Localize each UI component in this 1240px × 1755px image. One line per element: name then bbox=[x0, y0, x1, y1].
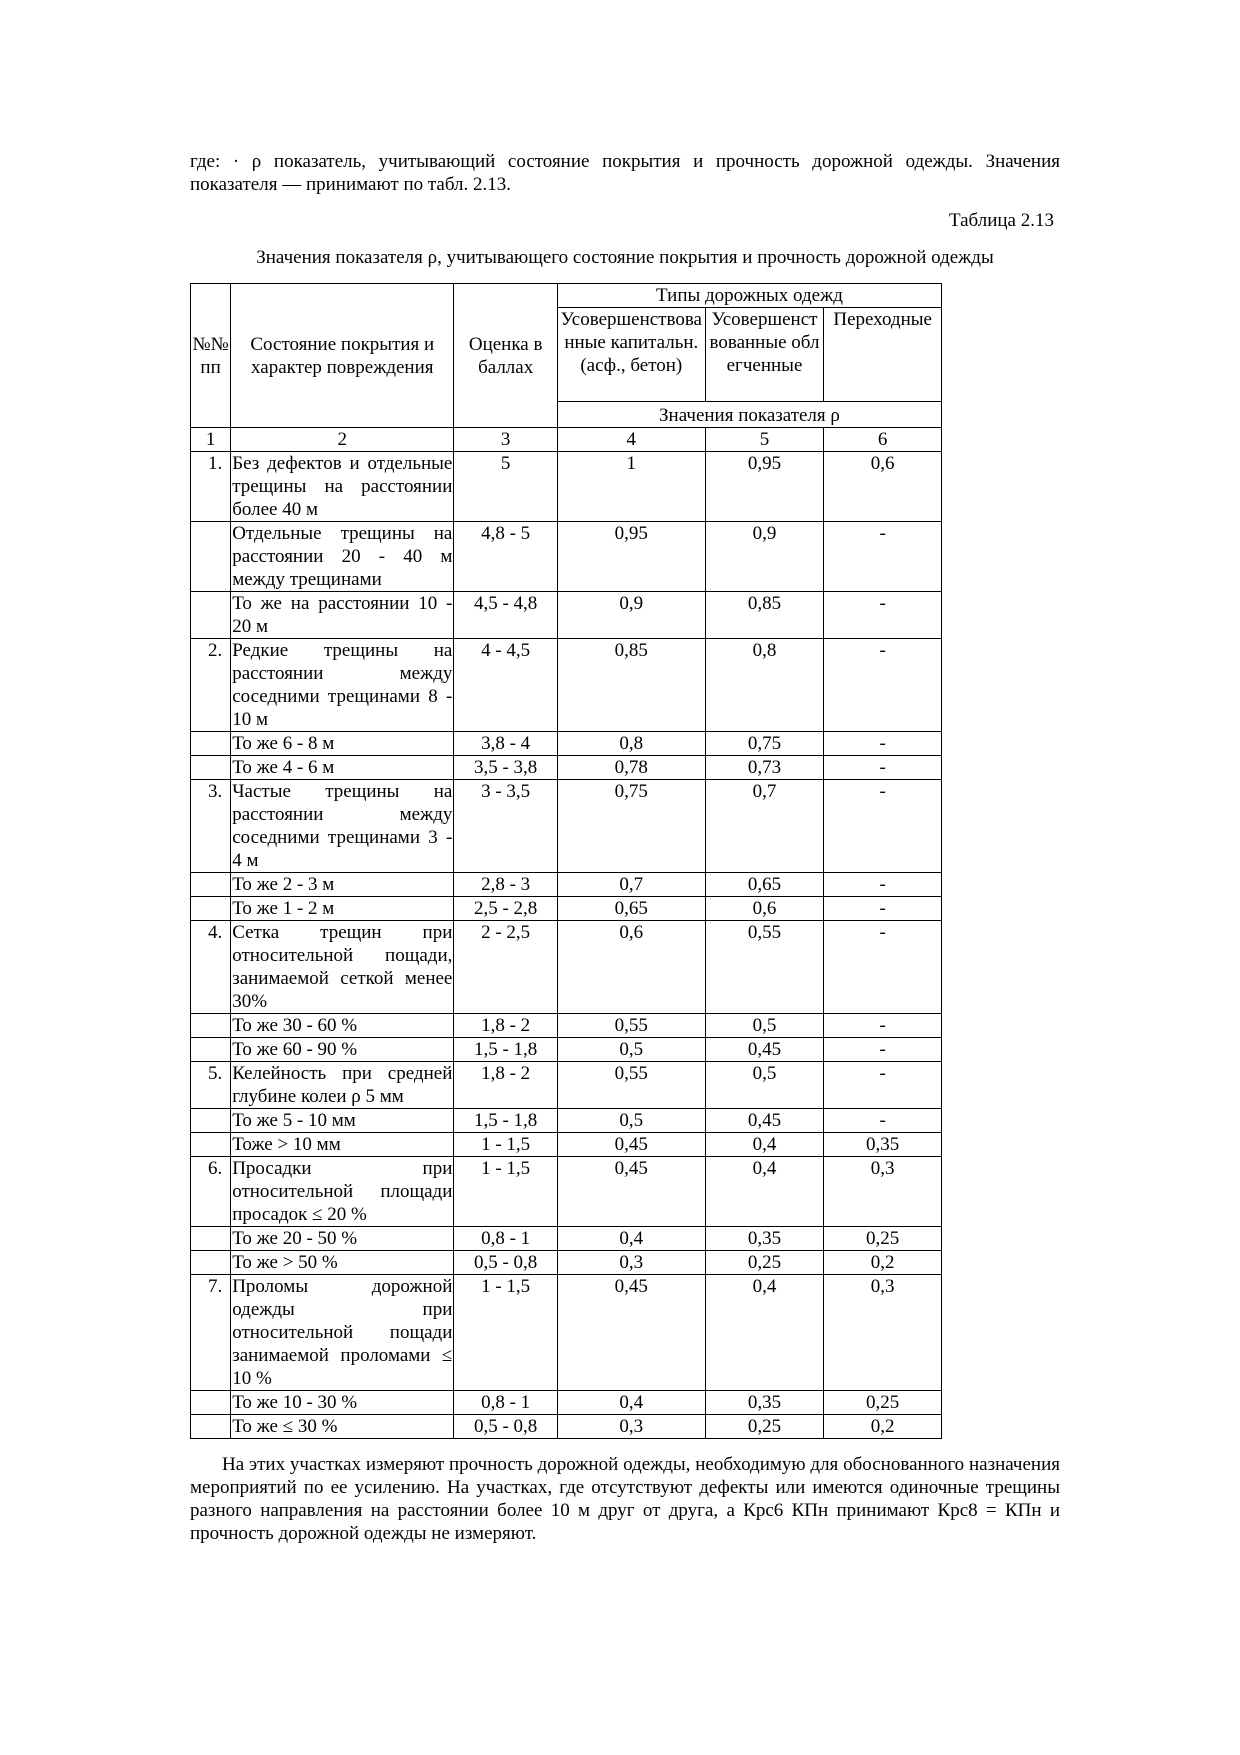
row-number bbox=[191, 732, 231, 756]
row-number bbox=[191, 1227, 231, 1251]
row-value-transitional: 0,2 bbox=[824, 1251, 942, 1275]
row-condition: То же 2 - 3 м bbox=[231, 873, 454, 897]
row-condition: Частые трещины на расстоянии между соседними трещинами 3 - 4 м bbox=[232, 781, 453, 871]
row-value-capital: 0,6 bbox=[557, 921, 705, 1014]
header-col-transitional: Переходные bbox=[824, 308, 942, 402]
header-col-condition: Состояние покрытия и характер повреждения bbox=[231, 284, 454, 428]
row-score: 1,5 - 1,8 bbox=[454, 1109, 558, 1133]
row-value-light: 0,75 bbox=[705, 732, 824, 756]
row-value-transitional: - bbox=[824, 522, 942, 592]
row-condition: Без дефектов и отдельные трещины на расстоянии более 40 м bbox=[232, 453, 453, 520]
row-value-light: 0,35 bbox=[705, 1391, 824, 1415]
row-value-transitional: 0,3 bbox=[824, 1157, 942, 1227]
row-condition: То же 10 - 30 % bbox=[231, 1391, 454, 1415]
row-number: 3. bbox=[191, 780, 231, 873]
header-col-capital: Усовершенствованные капитальн. (асф., бетон) bbox=[557, 308, 705, 402]
table-header bbox=[191, 284, 942, 452]
table-row bbox=[191, 1157, 942, 1227]
row-value-capital: 0,45 bbox=[557, 1133, 705, 1157]
row-value-light: 0,73 bbox=[705, 756, 824, 780]
row-score: 2,8 - 3 bbox=[454, 873, 558, 897]
row-condition: Келейность при средней глубине колеи ρ 5 мм bbox=[232, 1063, 453, 1107]
row-value-transitional: - bbox=[824, 732, 942, 756]
row-value-light: 0,4 bbox=[705, 1157, 824, 1227]
table-row bbox=[191, 639, 942, 732]
row-value-capital: 0,5 bbox=[557, 1038, 705, 1062]
table-row bbox=[191, 1415, 942, 1439]
header-number-row bbox=[191, 428, 942, 452]
row-value-transitional: - bbox=[824, 921, 942, 1014]
row-value-light: 0,35 bbox=[705, 1227, 824, 1251]
row-score: 0,8 - 1 bbox=[454, 1227, 558, 1251]
row-value-transitional: 0,25 bbox=[824, 1391, 942, 1415]
table-row bbox=[191, 1227, 942, 1251]
row-number bbox=[191, 897, 231, 921]
row-number bbox=[191, 756, 231, 780]
table-row bbox=[191, 1038, 942, 1062]
row-score: 0,5 - 0,8 bbox=[454, 1251, 558, 1275]
row-value-capital: 0,7 bbox=[557, 873, 705, 897]
row-score: 0,8 - 1 bbox=[454, 1391, 558, 1415]
table-row bbox=[191, 921, 942, 1014]
row-value-transitional: - bbox=[824, 1038, 942, 1062]
row-value-transitional: - bbox=[824, 592, 942, 639]
row-value-capital: 0,45 bbox=[557, 1275, 705, 1391]
row-value-capital: 0,55 bbox=[557, 1062, 705, 1109]
table-row bbox=[191, 756, 942, 780]
row-score: 4,5 - 4,8 bbox=[454, 592, 558, 639]
row-score: 0,5 - 0,8 bbox=[454, 1415, 558, 1439]
row-value-capital: 0,8 bbox=[557, 732, 705, 756]
row-score: 5 bbox=[454, 452, 558, 522]
row-condition: То же 20 - 50 % bbox=[231, 1227, 454, 1251]
row-number bbox=[191, 522, 231, 592]
row-value-transitional: 0,35 bbox=[824, 1133, 942, 1157]
table-row bbox=[191, 452, 942, 522]
row-value-transitional: - bbox=[824, 1062, 942, 1109]
header-col-score: Оценка в баллах bbox=[454, 284, 558, 428]
row-value-capital: 0,75 bbox=[557, 780, 705, 873]
row-number: 7. bbox=[191, 1275, 231, 1391]
row-condition: То же 60 - 90 % bbox=[231, 1038, 454, 1062]
row-value-transitional: 0,3 bbox=[824, 1275, 942, 1391]
row-value-light: 0,85 bbox=[705, 592, 824, 639]
row-value-light: 0,45 bbox=[705, 1038, 824, 1062]
row-value-capital: 0,3 bbox=[557, 1251, 705, 1275]
row-value-transitional: - bbox=[824, 897, 942, 921]
row-condition: То же 6 - 8 м bbox=[231, 732, 454, 756]
row-number: 6. bbox=[191, 1157, 231, 1227]
row-condition: То же 1 - 2 м bbox=[231, 897, 454, 921]
row-value-capital: 1 bbox=[557, 452, 705, 522]
row-score: 3,8 - 4 bbox=[454, 732, 558, 756]
row-condition: Редкие трещины на расстоянии между соседними трещинами 8 - 10 м bbox=[232, 640, 453, 730]
row-condition: То же 30 - 60 % bbox=[231, 1014, 454, 1038]
row-condition: Отдельные трещины на расстоянии 20 - 40 м между трещинами bbox=[232, 523, 453, 590]
row-value-capital: 0,65 bbox=[557, 897, 705, 921]
row-condition: То же ≤ 30 % bbox=[231, 1415, 454, 1439]
row-number bbox=[191, 1038, 231, 1062]
column-number-cell: 6 bbox=[824, 428, 942, 452]
row-value-transitional: 0,2 bbox=[824, 1415, 942, 1439]
row-value-light: 0,25 bbox=[705, 1251, 824, 1275]
row-value-transitional: - bbox=[824, 1109, 942, 1133]
row-condition: То же > 50 % bbox=[231, 1251, 454, 1275]
row-value-capital: 0,45 bbox=[557, 1157, 705, 1227]
row-value-light: 0,4 bbox=[705, 1133, 824, 1157]
header-col-number: №№ пп bbox=[191, 284, 231, 428]
row-score: 1 - 1,5 bbox=[454, 1133, 558, 1157]
row-number bbox=[191, 873, 231, 897]
row-condition: То же 5 - 10 мм bbox=[231, 1109, 454, 1133]
row-number bbox=[191, 1109, 231, 1133]
row-value-light: 0,25 bbox=[705, 1415, 824, 1439]
row-value-light: 0,5 bbox=[705, 1062, 824, 1109]
row-condition: Просадки при относительной площади просадок ≤ 20 % bbox=[232, 1158, 453, 1225]
row-number bbox=[191, 1415, 231, 1439]
row-score: 4 - 4,5 bbox=[454, 639, 558, 732]
row-value-transitional: - bbox=[824, 756, 942, 780]
column-number-cell: 3 bbox=[454, 428, 558, 452]
row-value-capital: 0,5 bbox=[557, 1109, 705, 1133]
row-score: 2 - 2,5 bbox=[454, 921, 558, 1014]
row-score: 1,8 - 2 bbox=[454, 1062, 558, 1109]
row-value-light: 0,95 bbox=[705, 452, 824, 522]
table-row bbox=[191, 1251, 942, 1275]
row-number bbox=[191, 592, 231, 639]
row-condition: Сетка трещин при относительной пощади, занимаемой сеткой менее 30% bbox=[232, 922, 453, 1012]
table-row bbox=[191, 897, 942, 921]
table-row bbox=[191, 1014, 942, 1038]
row-score: 4,8 - 5 bbox=[454, 522, 558, 592]
row-value-transitional: - bbox=[824, 780, 942, 873]
row-score: 3 - 3,5 bbox=[454, 780, 558, 873]
intro-text: где: · ρ показатель, учитывающий состояние покрытия и прочность дорожной одежды. Значения показателя — принимают по табл. 2.13. bbox=[190, 151, 1060, 195]
intro-paragraph bbox=[190, 150, 1060, 196]
table-row bbox=[191, 522, 942, 592]
row-value-light: 0,45 bbox=[705, 1109, 824, 1133]
row-value-transitional: - bbox=[824, 1014, 942, 1038]
row-score: 2,5 - 2,8 bbox=[454, 897, 558, 921]
table-row bbox=[191, 1133, 942, 1157]
row-condition: Тоже > 10 мм bbox=[231, 1133, 454, 1157]
header-group-types: Типы дорожных одежд bbox=[557, 284, 941, 308]
document-page bbox=[190, 150, 1060, 1545]
table-title: Значения показателя ρ, учитывающего состояние покрытия и прочность дорожной одежды bbox=[256, 247, 994, 268]
row-value-capital: 0,55 bbox=[557, 1014, 705, 1038]
row-value-capital: 0,4 bbox=[557, 1227, 705, 1251]
row-score: 1,5 - 1,8 bbox=[454, 1038, 558, 1062]
outro-paragraph: На этих участках измеряют прочность дорожной одежды, необходимую для обоснованного назначения мероприятий по ее усилению. На участках, где отсутствуют дефекты или имеются одиночные трещины разного направления на расстоянии более 10 м друг от друга, а Крс6 КПн принимают Крс8 = КПн и прочность дорожной одежды не измеряют. bbox=[190, 1454, 1060, 1544]
row-value-light: 0,9 bbox=[705, 522, 824, 592]
table-row bbox=[191, 1109, 942, 1133]
row-value-capital: 0,4 bbox=[557, 1391, 705, 1415]
table-row bbox=[191, 1062, 942, 1109]
table-row bbox=[191, 873, 942, 897]
header-values-label: Значения показателя ρ bbox=[557, 402, 941, 428]
table-row bbox=[191, 732, 942, 756]
row-condition: Проломы дорожной одежды при относительной пощади занимаемой проломами ≤ 10 % bbox=[232, 1276, 453, 1389]
header-col-light: Усовершенствованные облегченные bbox=[705, 308, 824, 402]
row-score: 1 - 1,5 bbox=[454, 1275, 558, 1391]
row-value-transitional: 0,25 bbox=[824, 1227, 942, 1251]
row-score: 1 - 1,5 bbox=[454, 1157, 558, 1227]
column-number-cell: 4 bbox=[557, 428, 705, 452]
row-number bbox=[191, 1251, 231, 1275]
row-number: 4. bbox=[191, 921, 231, 1014]
row-number bbox=[191, 1133, 231, 1157]
table-row bbox=[191, 780, 942, 873]
row-value-transitional: - bbox=[824, 873, 942, 897]
row-number bbox=[191, 1014, 231, 1038]
row-value-light: 0,4 bbox=[705, 1275, 824, 1391]
table-row bbox=[191, 592, 942, 639]
row-value-light: 0,5 bbox=[705, 1014, 824, 1038]
row-value-capital: 0,85 bbox=[557, 639, 705, 732]
column-number-cell: 2 bbox=[231, 428, 454, 452]
row-value-capital: 0,9 bbox=[557, 592, 705, 639]
table-row bbox=[191, 1275, 942, 1391]
row-value-light: 0,65 bbox=[705, 873, 824, 897]
column-number-cell: 5 bbox=[705, 428, 824, 452]
row-value-transitional: 0,6 bbox=[824, 452, 942, 522]
row-number: 1. bbox=[191, 452, 231, 522]
values-table bbox=[190, 283, 942, 1439]
row-number bbox=[191, 1391, 231, 1415]
table-number: Таблица 2.13 bbox=[948, 210, 1054, 231]
table-row bbox=[191, 1391, 942, 1415]
row-number: 2. bbox=[191, 639, 231, 732]
row-score: 1,8 - 2 bbox=[454, 1014, 558, 1038]
row-number: 5. bbox=[191, 1062, 231, 1109]
row-value-light: 0,7 bbox=[705, 780, 824, 873]
row-value-capital: 0,78 bbox=[557, 756, 705, 780]
row-value-light: 0,6 bbox=[705, 897, 824, 921]
row-value-light: 0,55 bbox=[705, 921, 824, 1014]
table-body bbox=[191, 452, 942, 1439]
row-condition: То же на расстоянии 10 - 20 м bbox=[232, 593, 453, 637]
row-value-capital: 0,3 bbox=[557, 1415, 705, 1439]
row-value-capital: 0,95 bbox=[557, 522, 705, 592]
row-score: 3,5 - 3,8 bbox=[454, 756, 558, 780]
row-value-transitional: - bbox=[824, 639, 942, 732]
column-number-cell: 1 bbox=[191, 428, 231, 452]
row-value-light: 0,8 bbox=[705, 639, 824, 732]
row-condition: То же 4 - 6 м bbox=[231, 756, 454, 780]
